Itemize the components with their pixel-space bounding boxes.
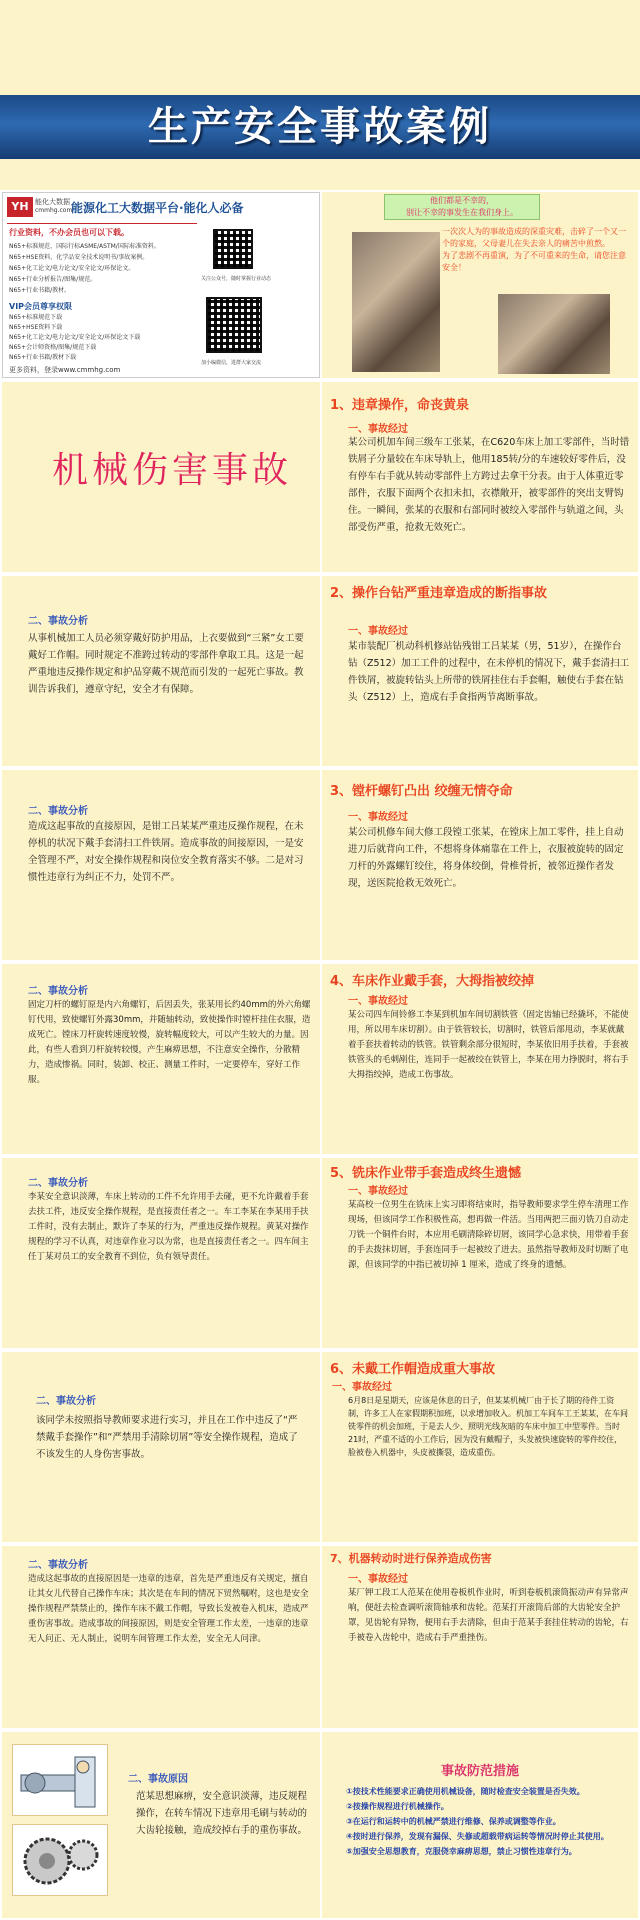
analysis-body: 该同学未按照指导教师要求进行实习，并且在工作中违反了“严禁戴手套操作”和“严禁用手清除切屑”等安全操作规程，造成了不该发生的人身伤害事故。 [36,1415,298,1460]
ad-item: N65+行业分析报告/图集/规范。 [9,276,97,283]
analysis-sub: 二、事故分析 [28,1178,88,1189]
divider [7,223,197,224]
case-panel-5 [322,1158,638,1348]
case-body: 某公司机加车间三级车工张某，在C620车床上加工零部件，当时错铁屑子分量较在车床导轨上，他用185转/分的车速较好零件后，没有停车右手就从转动零部件上方跨过去拿干分表。由于人体重近零部件，衣服下面两个衣扣未扣，衣襟敞开，被零部件的突出支臂钩住。一瞬间，张某的衣服和右部同时被绞入零部件与轨道之间，头部受伤严重，抢救无效死亡。 [348,437,630,533]
ad-item: N65+行业书籍/教材。 [9,287,71,294]
ad-line1: 行业资料，不办会员也可以下载。 [9,228,129,237]
case-body: 某高校一位男生在铣床上实习即将结束时，指导教师要求学生停车清理工作现场，但该同学工作积极性高，想再做一件活。当用两把三面刃铣刀自动走刀铣一个铜件台时，本应用毛刷清除碎切屑，该同学心急求快，用带着手套的手去拨抹切屑，手套连同手一起被绞了进去。虽然指导教师及时切断了电源，但该同学的中指已被切掉 1 厘米，造成了终身的遗憾。 [348,1200,629,1270]
vip-item: N65+标准规范下载 [9,314,63,321]
case-title: 2、操作台钻严重违章造成的断指事故 [330,586,548,601]
analysis-panel-1 [2,576,320,766]
analysis-panel-4 [2,1158,320,1348]
analysis-panel-5 [2,1352,320,1542]
measure-item: ②按操作规程进行机械操作。 [346,1802,449,1811]
slogan-box [384,194,540,220]
wechat-qr-icon [206,297,262,353]
case-sub: 一、事故经过 [348,1186,408,1197]
ad-items [9,241,199,296]
logo-text: 能化大数据 [35,198,70,206]
analysis-body: 从事机械加工人员必须穿戴好防护用品，上衣要做到“三紧”女工要戴好工作帽。同时规定不准跨过转动的零部件拿取工具。这是一起严重地违反操作规定和护品穿戴不规范而引发的一起死亡事故。教训告诉我们，遵章守纪，安全才有保障。 [28,633,304,695]
logo-icon: YH [7,197,33,217]
measures-list [346,1784,630,1859]
more-link[interactable]: 更多资料，登录www.cmmhg.com [9,366,121,374]
case-sub: 一、事故经过 [348,812,408,823]
photo-grieving [352,232,440,372]
qr-code-icon [213,229,253,269]
case-body: 某公司四车间铃修工李某到机加车间切割铁管（固定齿轴已经撬坏，不能使用，所以用车床切割）。由于铁管较长，切割时，铁管后部甩动，李某就戴着手套扶着转动的铁管。铁管剩余部分很短时，李某依旧用手扶着，手套被铁管头的毛刺剐住，连同手一起被绞在铁管上，李某在用力挣脱时，将右手大拇指绞掉，造成工伤事故。 [348,1010,629,1080]
gear-illustration [12,1824,108,1896]
vip-item: N65+化工论文/电力论文/安全论文/环保论文下载 [9,334,141,341]
lathe-icon [13,1745,107,1815]
case-panel-2 [322,576,638,766]
ad-item: N65+标准规范、国际行标ASME/ASTM/国际标准资料。 [9,243,160,250]
case-sub: 一、事故经过 [348,424,408,435]
case-panel-1 [322,382,638,572]
vip-item: N65+会计师资格/图集/规范下载 [9,344,97,351]
side-line1: 一次次人为的事故造成的深重灾难，击碎了一个又一个的家庭，父母妻儿在失去亲人的痛苦中煎熬。 [442,227,626,248]
analysis-panel-6 [2,1546,320,1728]
measures-panel [322,1732,638,1918]
case-body: 6月8日是星期天，应该是休息的日子，但某某机械厂由于长了期的待件工资制，许多工人在家假期积加班，以求增加收入。机加工车间车工王某某，在车间铣零件的机会加班，于是去人少、照明光线灰暗的车床中加工中型零件。当时21时，严重不适的小工作后，因为没有戴帽子，头发被快速旋转的零件绞住，脸被卷入机器中，头皮被撕裂，造成重伤。 [348,1396,628,1457]
analysis-sub: 二、事故分析 [36,1396,96,1407]
gear-icon [13,1825,107,1895]
case-title: 6、未戴工作帽造成重大事故 [330,1362,496,1377]
case-sub: 一、事故经过 [348,1574,408,1585]
analysis-body: 造成这起事故的直接原因，是钳工吕某某严重违反操作规程，在未停机的状况下戴手套清扫工件铁屑。造成事故的间接原因，一是安全管理不严，对安全操作规程和岗位安全教育落实不够。二是对习惯性违章行为纠正不力，处罚不严。 [28,821,304,883]
case-title: 1、违章操作，命丧黄泉 [330,398,470,413]
follow-text: 关注公众号，随时掌握行业动态 [201,276,272,282]
photo-mourning [498,294,610,374]
case-title: 3、镗杆螺钉凸出 绞缠无情夺命 [330,784,513,799]
case-body: 某厂钾工段工人范某在使用卷板机作业时，听到卷板机滚筒振动声有异常声响，便赶去检查调听滚筒轴承和齿轮。范某打开滚筒后部的大齿轮安全护罩，见齿轮有异物，便用右手去清除，但由于范某手套挂住转动的齿轮，右手被卷入齿轮中，造成右手严重挫伤。 [348,1588,629,1643]
ad-title: 能源化工大数据平台·能化人必备 [71,201,244,215]
analysis-sub: 二、事故分析 [28,986,88,997]
case-sub: 一、事故经过 [348,996,408,1007]
ad-item: N65+化工论文/电力论文/安全论文/环保论文。 [9,265,135,272]
cause-sub: 二、事故原因 [128,1774,188,1785]
slogan-line2: 别让不幸的事发生在我们身上。 [406,208,518,217]
logo-url: cmmhg.com [35,207,73,214]
case-panel-4 [322,964,638,1154]
case-title: 7、机器转动时进行保养造成伤害 [330,1552,492,1565]
category-title: 机械伤害事故 [52,450,293,491]
analysis-sub: 二、事故分析 [28,1560,88,1571]
ad-item: N65+HSE资料、化学品安全技术说明书/事故案例。 [9,254,149,261]
measure-item: ①按技术性能要求正确使用机械设备，随时检查安全装置是否失效。 [346,1787,585,1796]
side-text [442,226,632,274]
ad-panel [2,192,320,378]
analysis-panel-3 [2,964,320,1154]
measure-item: ④按时进行保养，发现有漏保、失修或超载带病运转等情况时停止其使用。 [346,1832,609,1841]
cause-panel [2,1732,320,1918]
case-panel-3 [322,770,638,960]
case-title: 4、车床作业戴手套，大拇指被绞掉 [330,974,535,989]
measures-title: 事故防范措施 [440,1764,519,1779]
vip-item: N65+行业书籍/教材下载 [9,354,77,361]
measure-item: ⑤加强安全思想教育，克服侥幸麻痹思想，禁止习惯性违章行为。 [346,1847,577,1856]
vip-item: N65+HSE资料下载 [9,324,63,331]
scan-text: 加小编微信，进群大家交流 [201,360,262,366]
page-title: 生产安全事故案例 [148,104,492,150]
left-panel-1 [2,382,320,572]
case-panel-6 [322,1352,638,1542]
analysis-panel-2 [2,770,320,960]
case-body: 某公司机修车间大修工段镗工张某，在镗床上加工零件，挂上自动进刀后就背向工件，不想将身体痛靠在工件上，衣服被旋转的固定刀杆的外露螺钉绞住，将身体绞倒，骨椎骨折，被邻近操作者发现，送医院抢救无效死亡。 [348,827,624,889]
case-body: 某市装配厂机动科机修站钻残钳工吕某某（男，51岁），在操作台钻（Z512）加工工件的过程中，在未停机的情况下，戴手套清扫工件铁屑，被旋转钻头上所带的铁屑挂住右手套帽，触使右手套在钻头（Z512）上，造成右手食指两节离断事故。 [348,641,630,703]
cause-body: 范某思想麻痹，安全意识淡薄，违反规程操作，在转车情况下违章用毛刷与转动的大齿轮接触，造成绞掉右手的重伤事故。 [136,1791,308,1836]
machine-illustration [12,1744,108,1816]
side-line2: 为了悲剧不再重演，为了不可重来的生命，请您注意安全！ [442,251,626,272]
vip-items [9,313,199,363]
analysis-body: 造成这起事故的直接原因是一违章的违章，首先是严重违反有关规定，擅自让其女儿代替自己操作车床；其次是在车间的情况下贸然嘱咐，这也是安全操作规程严禁禁止的，操作车床不戴工作帽，导致长发被卷入机床，造成严重伤害事故。造成事故的间接原因，则是安全管理工作太差，一违章的违章无人问正、无人制止，说明车间管理工作太差，安全无人问津。 [28,1574,309,1644]
case-panel-7 [322,1546,638,1728]
analysis-body: 固定刀杆的螺钉原是内六角螺钉，后因丢失，张某用长约40mm的外六角螺钉代用，致使螺钉外露30mm，并随轴转动，致使操作时镗杆挂住衣服，造成死亡。镗床刀杆旋转速度较慢，旋转幅度较大，可以产生较大的力量。因此，有些人看到刀杆旋转较慢，产生麻痹思想，不注意安全操作，分散精力，造成惨祸。同时，装卸、校正、测量工件时，一定要停车，穿好工作服。 [28,1000,311,1085]
intro-panel [322,192,638,378]
analysis-sub: 二、事故分析 [28,616,88,627]
slogan-line1: 他们都是不幸的， [430,196,494,205]
case-sub: 一、事故经过 [332,1382,392,1393]
case-title: 5、铣床作业带手套造成终生遗憾 [330,1166,522,1181]
vip-title: VIP会员尊享权限 [9,302,73,311]
analysis-body: 李某安全意识淡薄，车床上转动的工件不允许用手去碰，更不允许戴着手套去扶工件，违反安全操作规程，是直接责任者之一。车工李某在李某用手扶工件时，没有去制止，默许了李某的行为，严重违反操作规程。黄某对操作规程的学习不认真，对违章作业习以为常，也是直接责任者之一。四车间主任丁某对员工的安全教育不到位，负有领导责任。 [28,1192,309,1262]
case-sub: 一、事故经过 [348,626,408,637]
measure-item: ③在运行和运转中的机械严禁进行维修、保养或调整等作业。 [346,1817,561,1826]
analysis-sub: 二、事故分析 [28,806,88,817]
